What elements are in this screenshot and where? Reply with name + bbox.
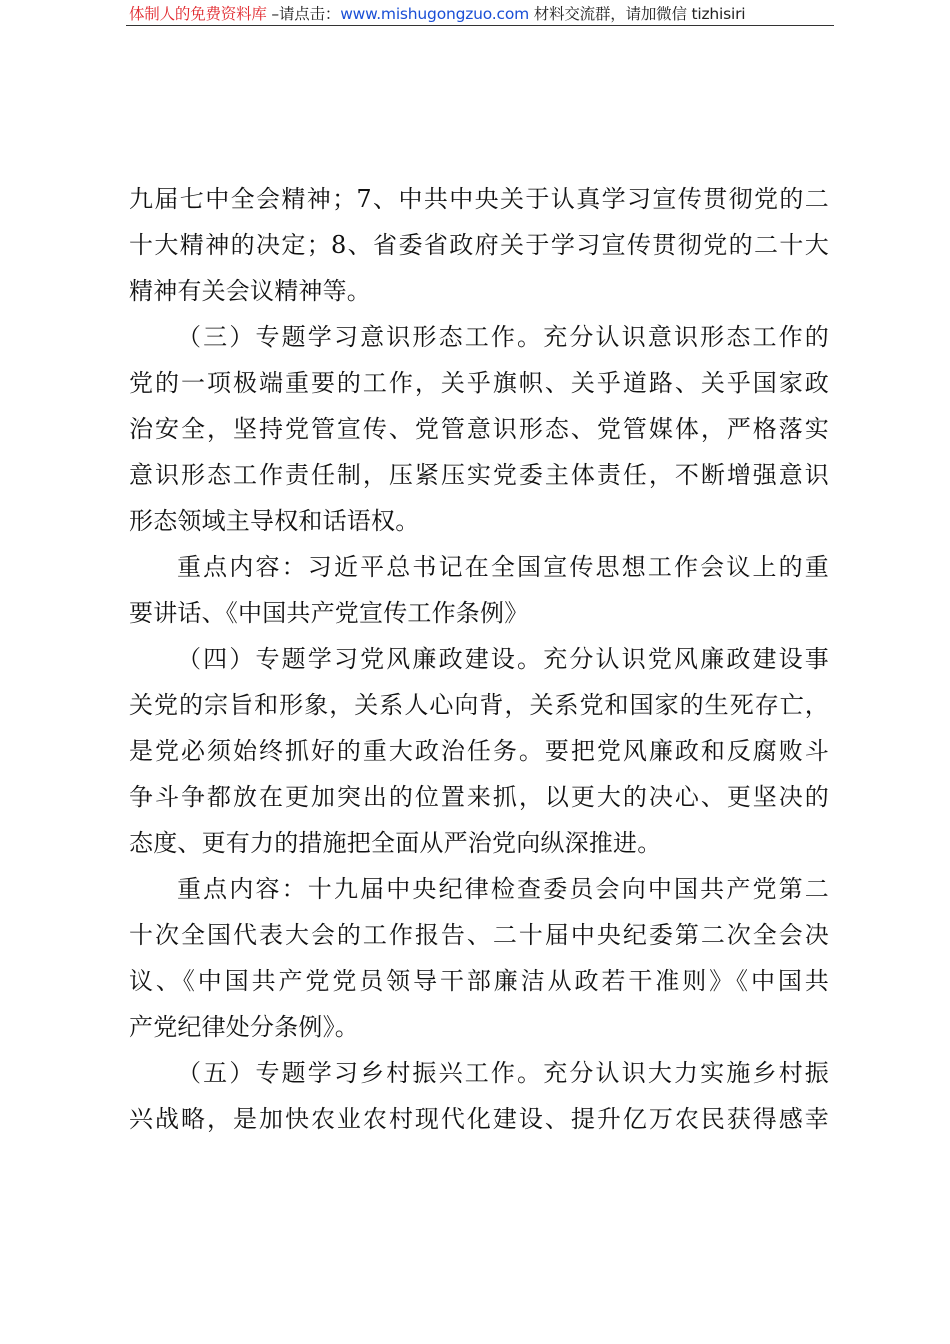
header-prompt: –请点击： [266,5,341,23]
text-line: 争斗争都放在更加突出的位置来抓，以更大的决心、更坚决的 [129,783,829,811]
header-brand: 体制人的免费资料库 [129,5,267,23]
text-line: 形态领域主导权和话语权。 [129,507,420,535]
text-line: 党的一项极端重要的工作，关乎旗帜、关乎道路、关乎国家政 [129,369,829,397]
section-heading-3: （三）专题学习意识形态工作。充分认识意识形态工作的 [177,323,829,351]
section-heading-5: （五）专题学习乡村振兴工作。充分认识大力实施乡村振 [177,1059,829,1087]
text-line: 九届七中全会精神；7、中共中央关于认真学习宣传贯彻党的二 [129,185,829,213]
text-line: 十大精神的决定；8、省委省政府关于学习宣传贯彻党的二十大 [129,231,829,259]
key-content-line: 重点内容：习近平总书记在全国宣传思想工作会议上的重 [177,553,829,581]
text-line: 是党必须始终抓好的重大政治任务。要把党风廉政和反腐败斗 [129,737,829,765]
page-header [129,3,832,25]
text-line: 态度、更有力的措施把全面从严治党向纵深推进。 [129,829,662,857]
text-line: 产党纪律处分条例》。 [129,1013,359,1041]
text-line: 要讲话、《中国共产党宣传工作条例》 [129,599,529,627]
text-line: 议、《中国共产党党员领导干部廉洁从政若干准则》《中国共 [129,967,829,995]
text-line: 治安全，坚持党管宣传、党管意识形态、党管媒体，严格落实 [129,415,829,443]
header-divider [126,25,834,26]
document-body [129,176,829,1142]
section-heading-4: （四）专题学习党风廉政建设。充分认识党风廉政建设事 [177,645,829,673]
text-line: 精神有关会议精神等。 [129,277,371,305]
text-line: 意识形态工作责任制，压紧压实党委主体责任，不断增强意识 [129,461,829,489]
text-line: 兴战略，是加快农业农村现代化建设、提升亿万农民获得感幸 [129,1105,829,1133]
text-line: 关党的宗旨和形象，关系人心向背，关系党和国家的生死存亡， [129,691,829,719]
key-content-line: 重点内容：十九届中央纪律检查委员会向中国共产党第二 [177,875,829,903]
text-line: 十次全国代表大会的工作报告、二十届中央纪委第二次全会决 [129,921,829,949]
header-contact: 材料交流群，请加微信 tizhisiri [529,5,746,23]
header-site-link[interactable]: www.mishugongzuo.com [340,5,530,23]
